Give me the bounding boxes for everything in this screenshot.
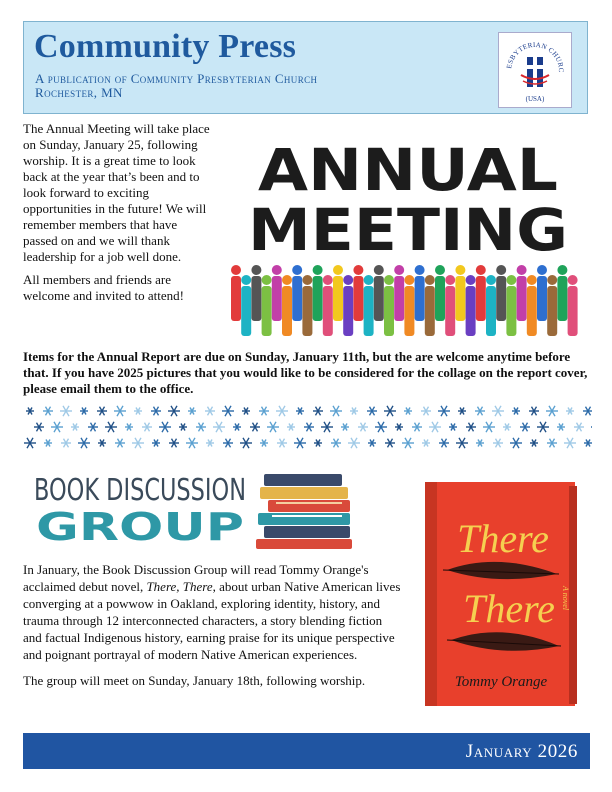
- snowflake-divider: [22, 403, 592, 451]
- snowflake-icon: [429, 422, 441, 432]
- snowflake-icon: [26, 408, 34, 415]
- logo-book-discussion-text: BOOK DISCUSSION: [34, 473, 246, 508]
- crowd-person-body: [425, 286, 435, 336]
- snowflake-icon: [51, 422, 63, 432]
- snowflake-icon: [98, 440, 106, 447]
- crowd-person-head: [568, 275, 578, 285]
- crowd-person-head: [486, 275, 496, 285]
- crowd-person-head: [262, 275, 272, 285]
- snowflake-icon: [313, 407, 323, 416]
- snowflake-icon: [421, 407, 431, 416]
- snowflake-icon: [24, 438, 36, 448]
- cover-title-there-2: There: [463, 586, 555, 631]
- snowflake-icon: [223, 439, 233, 448]
- crowd-person-head: [384, 275, 394, 285]
- crowd-person-body: [282, 286, 292, 336]
- presbyterian-seal-logo: [498, 32, 572, 108]
- snowflake-icon: [80, 408, 88, 415]
- crowd-person-body: [445, 286, 455, 336]
- snowflake-icon: [458, 408, 466, 415]
- snowflake-icon: [466, 423, 476, 432]
- crowd-person-body: [435, 276, 445, 321]
- crowd-person-head: [435, 265, 445, 275]
- crowd-person-body: [537, 276, 547, 321]
- crowd-person-body: [466, 286, 476, 336]
- crowd-person-head: [343, 275, 353, 285]
- crowd-person-body: [262, 286, 272, 336]
- snowflake-icon: [43, 407, 53, 416]
- crowd-person-head: [302, 275, 312, 285]
- snowflake-icon: [159, 422, 171, 432]
- crowd-person-body: [333, 276, 343, 321]
- crowd-person-body: [415, 276, 425, 321]
- snowflake-icon: [395, 424, 403, 431]
- annual-meeting-intro: [23, 121, 215, 311]
- snowflake-icon: [97, 407, 107, 416]
- newsletter-subtitle: [35, 72, 317, 100]
- snowflake-icon: [242, 408, 250, 415]
- snowflake-icon: [114, 406, 126, 416]
- annual-report-note: Items for the Annual Report are due on Sunday, January 11th, but the are welcome anytime before that. If you have 2025 pictures that you would like to be considered for the collage on the report cover, please email them to the office.: [23, 349, 588, 396]
- snowflake-icon: [348, 438, 360, 448]
- crowd-person-body: [455, 276, 465, 321]
- crowd-person-body: [557, 276, 567, 321]
- snowflake-icon: [287, 424, 295, 431]
- snowflake-icon: [188, 408, 196, 415]
- crowd-person-body: [353, 276, 363, 321]
- snowflake-icon: [233, 424, 241, 431]
- snowflake-icon: [574, 423, 584, 432]
- snowflake-icon: [384, 406, 396, 416]
- annual-meeting-invite: All members and friends are welcome and invited to attend!: [23, 272, 185, 303]
- snowflake-icon: [591, 422, 592, 432]
- book-title: There, There: [146, 579, 213, 594]
- subtitle-location: Rochester, MN: [35, 85, 123, 100]
- crowd-person-body: [374, 276, 384, 321]
- snowflake-icon: [402, 438, 414, 448]
- snowflake-icon: [583, 407, 592, 416]
- crowd-person-body: [404, 286, 414, 336]
- snowflake-icon: [439, 439, 449, 448]
- snowflake-icon: [222, 406, 234, 416]
- crowd-person-head: [496, 265, 506, 275]
- snowflake-icon: [503, 424, 511, 431]
- snowflake-icon: [546, 406, 558, 416]
- crowd-person-body: [343, 286, 353, 336]
- seal-bottom-text: (USA): [525, 95, 545, 103]
- snowflake-icon: [331, 439, 341, 448]
- book-stack-icon: [256, 474, 352, 549]
- snowflake-icon: [186, 438, 198, 448]
- crowd-person-head: [241, 275, 251, 285]
- crowd-person-head: [415, 265, 425, 275]
- seal-top-text: ESBYTERIAN CHURC: [505, 40, 566, 73]
- snowflake-icon: [493, 439, 503, 448]
- crowd-person-body: [394, 276, 404, 321]
- snowflake-icon: [530, 440, 538, 447]
- snowflake-icon: [78, 438, 90, 448]
- snowflake-icon: [60, 406, 72, 416]
- crowd-person-head: [445, 275, 455, 285]
- snowflake-icon: [196, 423, 206, 432]
- crowd-person-body: [292, 276, 302, 321]
- snowflake-icon: [449, 424, 457, 431]
- crowd-person-head: [476, 265, 486, 275]
- annual-meeting-graphic: [222, 130, 594, 342]
- crowd-person-body: [313, 276, 323, 321]
- crowd-person-head: [251, 265, 261, 275]
- snowflake-icon: [512, 408, 520, 415]
- snowflake-icon: [71, 424, 79, 431]
- crowd-person-head: [313, 265, 323, 275]
- snowflake-icon: [125, 424, 133, 431]
- crowd-person-body: [272, 276, 282, 321]
- crowd-person-head: [231, 265, 241, 275]
- crowd-person-head: [455, 265, 465, 275]
- snowflake-icon: [566, 408, 574, 415]
- crowd-person-body: [384, 286, 394, 336]
- snowflake-icon: [296, 408, 304, 415]
- crowd-person-body: [323, 286, 333, 336]
- snowflake-icon: [404, 408, 412, 415]
- crowd-person-body: [568, 286, 578, 336]
- newsletter-title: Community Press: [34, 28, 297, 65]
- book-discussion-text: [23, 561, 403, 698]
- snowflake-icon: [375, 422, 387, 432]
- crowd-person-head: [547, 275, 557, 285]
- book-description: In January, the Book Discussion Group will read Tommy Orange's acclaimed debut novel, There, There, about urban Native American lives converging at a powwow in Oakland, exploring identity, history, and trauma through 12 interconnected characters, a story blending fiction and factual Indigenous history, earning praise for its unique perspective and poignant portrayal of modern Native American experiences.: [23, 562, 401, 662]
- crowd-person-body: [302, 286, 312, 336]
- snowflake-icon: [564, 438, 576, 448]
- crowd-person-head: [506, 275, 516, 285]
- snowflake-icon: [294, 438, 306, 448]
- snowflake-icon: [367, 407, 377, 416]
- snowflake-icon: [142, 423, 152, 432]
- crowd-person-head: [323, 275, 333, 285]
- snowflake-icon: [151, 407, 161, 416]
- snowflake-icon: [169, 439, 179, 448]
- snowflake-icon: [385, 439, 395, 448]
- there-there-book-cover: [417, 482, 583, 708]
- crowd-silhouettes-illustration: [231, 265, 578, 336]
- snowflake-icon: [520, 423, 530, 432]
- snowflake-icon: [179, 424, 187, 431]
- subtitle-publication: A publication of Community Presbyterian Church: [35, 71, 318, 86]
- snowflake-icon: [277, 439, 287, 448]
- crowd-person-body: [476, 276, 486, 321]
- book-meeting-date: The group will meet on Sunday, January 18th, following worship.: [23, 673, 366, 688]
- crowd-person-head: [466, 275, 476, 285]
- logo-group-text: GROUP: [36, 505, 244, 549]
- snowflake-icon: [557, 424, 565, 431]
- graphic-title-meeting: MEETING: [248, 196, 568, 264]
- snowflake-icon: [368, 440, 376, 447]
- snowflake-icon: [475, 407, 485, 416]
- snowflake-icon: [61, 439, 71, 448]
- snowflake-icon: [358, 423, 368, 432]
- snowflake-icon: [476, 440, 484, 447]
- snowflake-icon: [88, 423, 98, 432]
- crowd-person-head: [364, 275, 374, 285]
- snowflake-icon: [34, 423, 44, 432]
- snowflake-icon: [529, 407, 539, 416]
- snowflake-icon: [510, 438, 522, 448]
- snowflake-icon: [240, 438, 252, 448]
- crowd-person-head: [517, 265, 527, 275]
- annual-meeting-paragraph: The Annual Meeting will take place on Sunday, January 25, following worship. It is a great time to look back at the year that’s been and to look forward to exciting opportunities in the future! We will remember members that have passed on and we will thank leadership for a job well done.: [23, 121, 210, 264]
- crowd-person-body: [251, 276, 261, 321]
- snowflake-icon: [438, 406, 450, 416]
- snowflake-icon: [314, 440, 322, 447]
- crowd-person-head: [394, 265, 404, 275]
- snowflake-icon: [412, 423, 422, 432]
- snowflake-icon: [213, 422, 225, 432]
- crowd-person-body: [241, 286, 251, 336]
- issue-date: January 2026: [465, 741, 578, 762]
- crowd-person-head: [527, 275, 537, 285]
- crowd-person-head: [425, 275, 435, 285]
- graphic-title-annual: ANNUAL: [258, 136, 558, 204]
- snowflake-icon: [152, 440, 160, 447]
- crowd-person-body: [364, 286, 374, 336]
- snowflake-icon: [267, 422, 279, 432]
- crowd-person-body: [486, 286, 496, 336]
- crowd-person-body: [547, 286, 557, 336]
- snowflake-icon: [205, 407, 215, 416]
- snowflake-icon: [132, 438, 144, 448]
- snowflake-icon: [350, 408, 358, 415]
- snowflake-icon: [250, 423, 260, 432]
- crowd-person-head: [404, 275, 414, 285]
- snowflake-icon: [422, 440, 430, 447]
- cover-title-there-1: There: [457, 516, 549, 561]
- crowd-person-head: [537, 265, 547, 275]
- snowflake-icon: [206, 440, 214, 447]
- crowd-person-head: [272, 265, 282, 275]
- snowflake-icon: [259, 407, 269, 416]
- snowflake-icon: [321, 422, 333, 432]
- crowd-person-head: [374, 265, 384, 275]
- snowflake-icon: [276, 406, 288, 416]
- masthead: [23, 21, 588, 114]
- snowflake-icon: [483, 422, 495, 432]
- book-discussion-group-logo: [32, 470, 362, 550]
- crowd-person-body: [496, 276, 506, 321]
- snowflake-icon: [134, 408, 142, 415]
- snowflake-icon: [304, 423, 314, 432]
- snowflake-icon: [492, 406, 504, 416]
- crowd-person-body: [231, 276, 241, 321]
- snowflake-icon: [44, 440, 52, 447]
- crowd-person-head: [292, 265, 302, 275]
- snowflake-icon: [168, 406, 180, 416]
- snowflake-icon: [115, 439, 125, 448]
- crowd-person-head: [353, 265, 363, 275]
- snowflake-icon: [260, 440, 268, 447]
- snowflake-icon: [330, 406, 342, 416]
- crowd-person-head: [557, 265, 567, 275]
- snowflake-icon: [537, 422, 549, 432]
- crowd-person-body: [506, 286, 516, 336]
- snowflake-icon: [341, 424, 349, 431]
- snowflake-icon: [456, 438, 468, 448]
- crowd-person-body: [517, 276, 527, 321]
- crowd-person-head: [282, 275, 292, 285]
- crowd-person-head: [333, 265, 343, 275]
- cover-subtitle: A novel: [561, 586, 570, 611]
- snowflake-icon: [584, 440, 592, 447]
- crowd-person-body: [527, 286, 537, 336]
- cover-author: Tommy Orange: [454, 674, 548, 690]
- snowflake-icon: [547, 439, 557, 448]
- snowflake-icon: [105, 422, 117, 432]
- footer-bar: [23, 733, 590, 769]
